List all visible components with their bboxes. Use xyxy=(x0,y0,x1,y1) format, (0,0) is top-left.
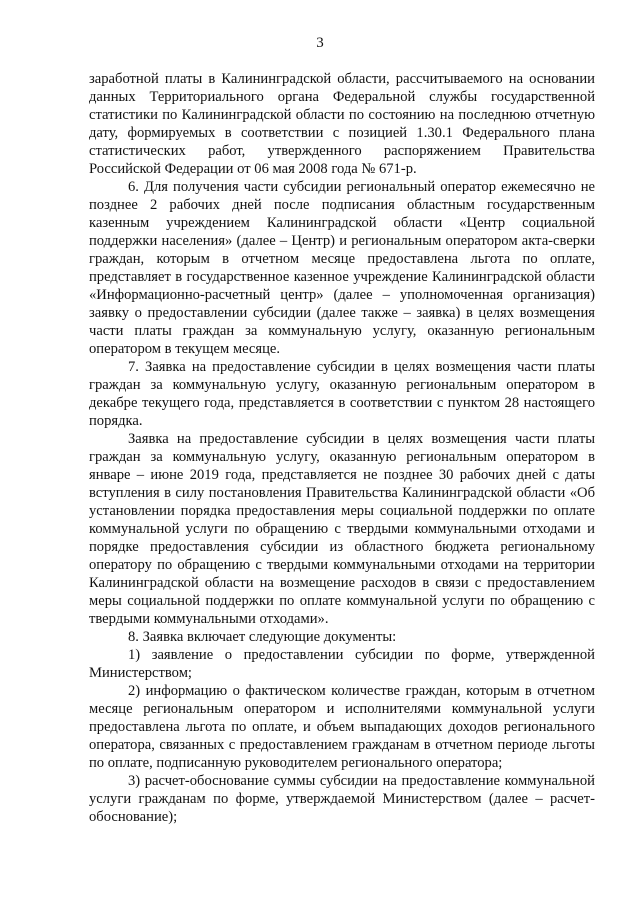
page-number: 3 xyxy=(316,35,324,51)
paragraph-item-8-subitem-2: 2) информацию о фактическом количестве граждан, которым в отчетном месяце региональным оператором и исполнителями коммунальной услуги предоставлена льгота по оплате, и объем выпадающих доходов регионального оператора, связанных с предоставлением гражданам в отчетном периоде льготы по оплате, подписанную руководителем регионального оператора; xyxy=(89,683,595,771)
paragraph-item-8: 8. Заявка включает следующие документы: xyxy=(128,629,397,645)
paragraph-item-7-january-june: Заявка на предоставление субсидии в целях возмещения части платы граждан за коммунальную услугу, оказанную региональным оператором в январе – июне 2019 года, представляется не позднее 30 рабочих дней с даты вступления в силу постановления Правительства Калининградской области «Об установлении порядка предоставления меры социальной поддержки по оплате коммунальной услуги по обращению с твердыми коммунальными отходами и порядке предоставления субсидии из областного бюджета региональному оператору по обращению с твердыми коммунальными отходами на территории Калининградской области на возмещение расходов в связи с предоставлением меры социальной поддержки по оплате коммунальной услуги по обращению с твердыми коммунальными отходами». xyxy=(89,431,595,627)
paragraph-item-8-subitem-1: 1) заявление о предоставлении субсидии по форме, утвержденной Министерством; xyxy=(89,647,595,681)
paragraph-item-8-subitem-3: 3) расчет-обоснование суммы субсидии на предоставление коммунальной услуги гражданам по форме, утверждаемой Министерством (далее – расчет-обоснование); xyxy=(89,773,595,825)
paragraph-item-7: 7. Заявка на предоставление субсидии в целях возмещения части платы граждан за коммунальную услугу, оказанную региональным оператором в декабре текущего года, представляется в соответствии с пунктом 28 настоящего порядка. xyxy=(89,359,595,429)
paragraph-item-6: 6. Для получения части субсидии региональный оператор ежемесячно не позднее 2 рабочих дней после подписания областным государственным казенным учреждением Калининградской области «Центр социальной поддержки населения» (далее – Центр) и региональным оператором акта-сверки граждан, которым в отчетном месяце предоставлена льгота по оплате, представляет в государственное казенное учреждение Калининградской области «Информационно-расчетный центр» (далее – уполномоченная организация) заявку о предоставлении субсидии (далее также – заявка) в целях возмещения части платы граждан за коммунальную услугу, оказанную региональным оператором в текущем месяце. xyxy=(89,179,595,357)
paragraph-continuation: заработной платы в Калининградской области, рассчитываемого на основании данных Территориального органа Федеральной службы государственной статистики по Калининградской области по состоянию на последнюю отчетную дату, формируемых в соответствии с позицией 1.30.1 Федерального плана статистических работ, утвержденного распоряжением Правительства Российской Федерации от 06 мая 2008 года № 671-р. xyxy=(89,71,595,177)
document-body xyxy=(89,70,595,826)
